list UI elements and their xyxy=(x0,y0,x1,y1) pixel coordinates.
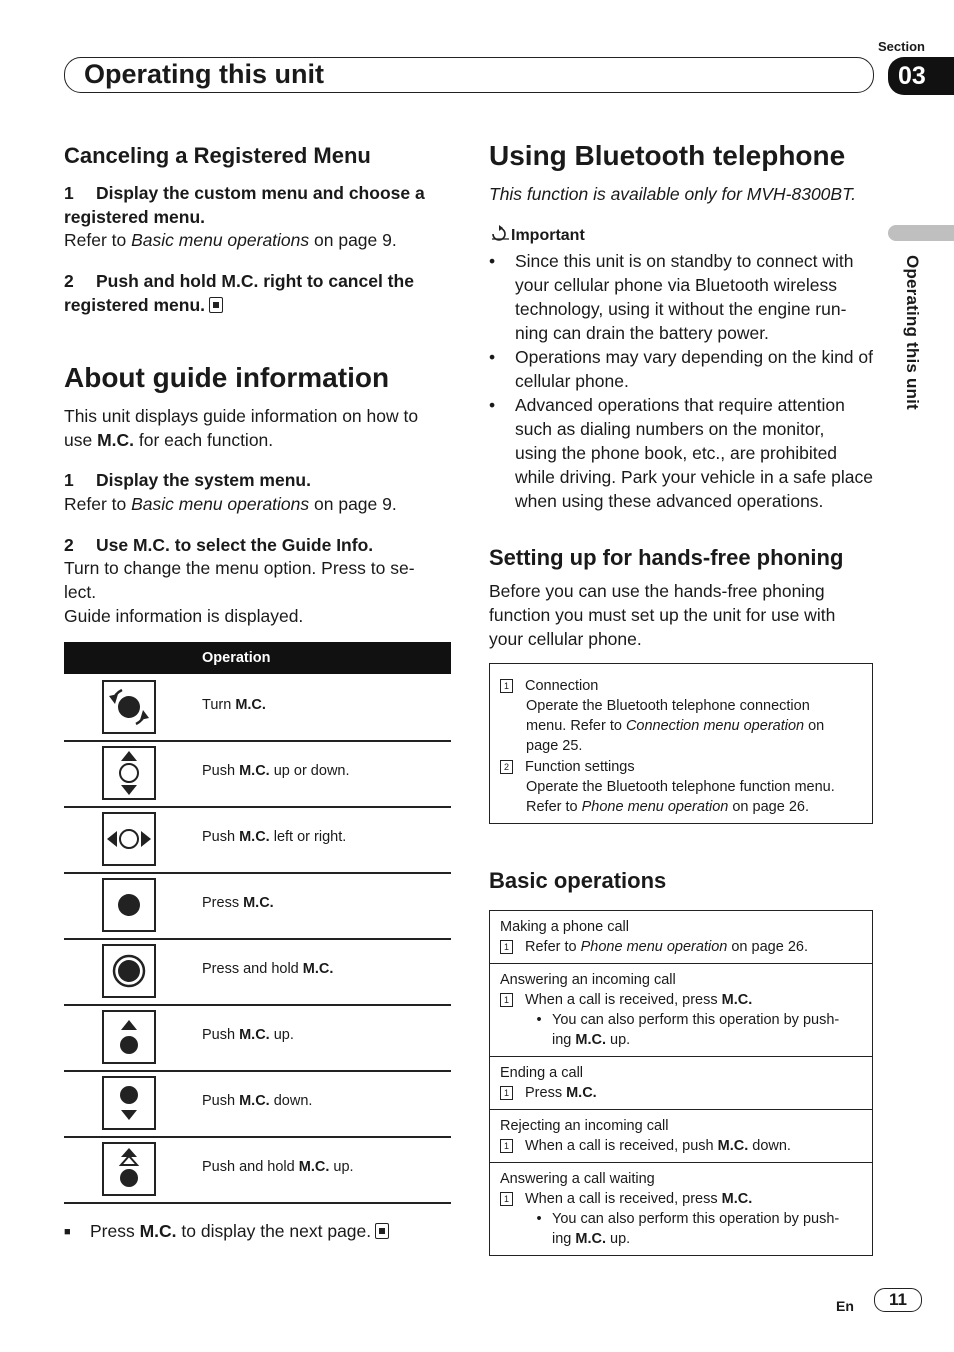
ref-link[interactable]: Connection menu operation xyxy=(625,718,805,734)
desc-text: menu. Refer to xyxy=(526,718,626,734)
setup-item-function-settings xyxy=(500,757,872,777)
important-list xyxy=(489,249,889,513)
op-post: left or right. xyxy=(269,829,347,845)
bullet: • xyxy=(536,1012,542,1028)
note-text: Press xyxy=(90,1221,140,1241)
op-pre: Push and hold xyxy=(202,1159,299,1175)
end-mark-icon xyxy=(375,1223,389,1239)
push-down-icon xyxy=(102,1076,156,1130)
cancel-step-1-ref xyxy=(64,228,397,252)
op-bold: M.C. xyxy=(302,961,334,977)
item-text: ning can drain the battery power. xyxy=(515,323,769,343)
guide-step-1 xyxy=(64,468,311,492)
guide-step-2 xyxy=(64,533,373,557)
handsfree-intro xyxy=(489,579,835,651)
item-title[interactable]: Connection xyxy=(525,678,599,694)
push-hold-up-icon xyxy=(102,1142,156,1196)
important-text: Important xyxy=(511,227,585,244)
bullet: • xyxy=(489,395,496,415)
table-row xyxy=(64,674,451,742)
ref-text: Refer to xyxy=(64,494,132,514)
op-post: up or down. xyxy=(269,763,350,779)
sub-text: ing xyxy=(552,1032,576,1048)
square-bullet: ■ xyxy=(64,1226,71,1238)
operation-text xyxy=(202,763,350,779)
table-row xyxy=(64,1070,451,1138)
item-number: 1 xyxy=(500,940,513,954)
intro-bold: M.C. xyxy=(97,430,135,450)
item-title[interactable]: Function settings xyxy=(525,759,635,775)
table-row xyxy=(64,872,451,940)
step-number: 1 xyxy=(64,183,74,203)
guide-step-2-desc xyxy=(64,556,415,628)
operation-text xyxy=(202,1027,294,1043)
op-bold: M.C. xyxy=(298,1159,330,1175)
op-pre: Push xyxy=(202,1027,240,1043)
handsfree-heading: Setting up for hands-free phoning xyxy=(489,545,844,570)
next-page-note xyxy=(64,1219,389,1244)
step-text: registered menu. xyxy=(64,207,206,227)
op-bold: M.C. xyxy=(239,1027,270,1043)
item-text: technology, using it without the engine run- xyxy=(515,299,847,319)
cancel-step-1 xyxy=(64,181,425,229)
item-number: 1 xyxy=(500,1139,513,1153)
step-text: When a call is received, press xyxy=(525,1191,722,1207)
op-title: Answering an incoming call xyxy=(500,972,676,988)
bullet: • xyxy=(536,1211,542,1227)
op-bold: M.C. xyxy=(239,829,270,845)
op-pre: Push xyxy=(202,1093,240,1109)
page-number: 11 xyxy=(874,1288,922,1312)
operation-text xyxy=(202,1093,312,1109)
step-text: down. xyxy=(748,1138,791,1154)
step-bold: M.C. xyxy=(717,1138,749,1154)
step-text: on page 26. xyxy=(727,939,808,955)
header-label: Operation xyxy=(202,650,271,666)
op-ending-call xyxy=(490,1057,872,1110)
op-sub-bullet xyxy=(500,1010,862,1050)
op-bold: M.C. xyxy=(235,697,266,713)
sub-text: You can also perform this operation by push- xyxy=(552,1012,840,1028)
op-pre: Turn xyxy=(202,697,236,713)
step-number: 1 xyxy=(64,470,74,490)
item-number: 2 xyxy=(500,760,513,774)
section-label: Section xyxy=(878,39,925,54)
item-text: Advanced operations that require attention xyxy=(515,395,845,415)
op-bold: M.C. xyxy=(239,763,270,779)
sub-text: up. xyxy=(606,1032,631,1048)
setup-item-desc xyxy=(500,777,872,817)
op-call-waiting xyxy=(490,1163,872,1255)
step-text: Display the custom menu and choose a xyxy=(96,183,425,203)
list-item xyxy=(489,393,889,513)
cancel-heading: Canceling a Registered Menu xyxy=(64,143,371,168)
op-bold: M.C. xyxy=(243,895,274,911)
op-step xyxy=(500,990,862,1010)
desc-text: Turn to change the menu option. Press to se- xyxy=(64,558,415,578)
press-icon xyxy=(102,878,156,932)
op-step xyxy=(500,1083,862,1103)
desc-text: page 25. xyxy=(526,738,583,754)
sub-text: ing xyxy=(552,1231,576,1247)
availability-note: This function is available only for MVH-8300BT. xyxy=(489,184,857,204)
desc-text: Guide information is displayed. xyxy=(64,606,304,626)
item-number: 1 xyxy=(500,993,513,1007)
step-text: Push and hold M.C. right to cancel the xyxy=(96,271,414,291)
step-number: 2 xyxy=(64,535,74,555)
intro-text: for each function. xyxy=(134,430,274,450)
op-answering-call xyxy=(490,964,872,1057)
operation-text xyxy=(202,1159,354,1175)
intro-text: This unit displays guide information on how to xyxy=(64,406,419,426)
table-row xyxy=(64,1004,451,1072)
op-sub-bullet xyxy=(500,1209,862,1249)
sub-bold: M.C. xyxy=(575,1032,606,1048)
desc-text: on page 26. xyxy=(728,799,809,815)
list-item xyxy=(489,249,889,345)
op-step xyxy=(500,1136,862,1156)
basic-operations-box xyxy=(489,910,873,1256)
operation-text xyxy=(202,895,274,911)
table-row xyxy=(64,1136,451,1204)
important-icon xyxy=(489,225,511,243)
ref-text: on page 9. xyxy=(309,230,397,250)
operation-text xyxy=(202,961,333,977)
desc-text: Operate the Bluetooth telephone connection xyxy=(526,698,810,714)
sub-bold: M.C. xyxy=(575,1231,606,1247)
step-bold: M.C. xyxy=(721,1191,753,1207)
operation-text xyxy=(202,697,266,713)
table-row xyxy=(64,740,451,808)
note-bold: M.C. xyxy=(139,1221,177,1241)
bluetooth-heading: Using Bluetooth telephone xyxy=(489,140,846,171)
item-text: while driving. Park your vehicle in a safe place xyxy=(515,467,873,487)
guide-step-1-ref xyxy=(64,492,397,516)
list-item xyxy=(489,345,889,393)
setup-box xyxy=(489,663,873,824)
item-number: 1 xyxy=(500,1192,513,1206)
guide-heading: About guide information xyxy=(64,362,390,393)
step-text: Press xyxy=(525,1085,567,1101)
step-text: registered menu. xyxy=(64,295,206,315)
desc-text: on xyxy=(804,718,825,734)
desc-text: lect. xyxy=(64,582,97,602)
op-pre: Push xyxy=(202,829,240,845)
op-title: Ending a call xyxy=(500,1065,584,1081)
ref-text: Refer to xyxy=(64,230,132,250)
ref-link[interactable]: Phone menu operation xyxy=(580,939,728,955)
op-post: up. xyxy=(329,1159,354,1175)
section-number: 03 xyxy=(888,57,954,95)
item-text: cellular phone. xyxy=(515,371,629,391)
left-right-icon xyxy=(102,812,156,866)
ref-link[interactable]: Basic menu operations xyxy=(131,230,310,250)
op-post: down. xyxy=(269,1093,313,1109)
bullet: • xyxy=(489,347,496,367)
op-post: up. xyxy=(269,1027,294,1043)
step-text: Refer to xyxy=(525,939,581,955)
item-number: 1 xyxy=(500,1086,513,1100)
ref-link[interactable]: Phone menu operation xyxy=(581,799,729,815)
sub-text: up. xyxy=(606,1231,631,1247)
op-pre: Press and hold xyxy=(202,961,303,977)
ref-text: on page 9. xyxy=(309,494,397,514)
important-label xyxy=(489,225,585,245)
side-label: Operating this unit xyxy=(903,255,922,410)
intro-text: function you must set up the unit for use with xyxy=(489,605,836,625)
note-text: to display the next page. xyxy=(176,1221,372,1241)
step-text: When a call is received, push xyxy=(525,1138,718,1154)
ref-link[interactable]: Basic menu operations xyxy=(131,494,310,514)
item-text: Operations may vary depending on the kind of xyxy=(515,347,873,367)
sub-text: You can also perform this operation by push- xyxy=(552,1211,840,1227)
op-pre: Press xyxy=(202,895,244,911)
intro-text: your cellular phone. xyxy=(489,629,642,649)
op-title: Answering a call waiting xyxy=(500,1171,655,1187)
up-down-icon xyxy=(102,746,156,800)
step-bold: M.C. xyxy=(721,992,753,1008)
step-text: Use M.C. to select the Guide Info. xyxy=(96,535,374,555)
press-hold-icon xyxy=(102,944,156,998)
push-up-icon xyxy=(102,1010,156,1064)
end-mark-icon xyxy=(209,297,223,313)
cancel-step-2 xyxy=(64,269,414,317)
table-row xyxy=(64,938,451,1006)
op-step xyxy=(500,937,862,957)
table-row xyxy=(64,806,451,874)
item-text: Since this unit is on standby to connect with xyxy=(515,251,854,271)
bullet: • xyxy=(489,251,496,271)
op-title: Rejecting an incoming call xyxy=(500,1118,669,1134)
intro-text: use xyxy=(64,430,98,450)
rotate-icon xyxy=(102,680,156,734)
item-text: when using these advanced operations. xyxy=(515,491,824,511)
item-text: such as dialing numbers on the monitor, xyxy=(515,419,825,439)
language-label: En xyxy=(836,1298,854,1314)
op-title: Making a phone call xyxy=(500,919,629,935)
step-bold: M.C. xyxy=(566,1085,597,1101)
item-text: your cellular phone via Bluetooth wireless xyxy=(515,275,837,295)
item-text: using the phone book, etc., are prohibited xyxy=(515,443,838,463)
op-making-call xyxy=(490,911,872,964)
guide-intro xyxy=(64,404,418,452)
setup-item-connection xyxy=(500,676,872,696)
setup-item-desc xyxy=(500,696,872,756)
operation-table-header xyxy=(64,642,451,674)
op-rejecting-call xyxy=(490,1110,872,1163)
step-number: 2 xyxy=(64,271,74,291)
step-text: When a call is received, press xyxy=(525,992,722,1008)
basic-operations-heading: Basic operations xyxy=(489,868,667,893)
op-bold: M.C. xyxy=(239,1093,270,1109)
op-pre: Push xyxy=(202,763,240,779)
page-title: Operating this unit xyxy=(84,59,324,89)
desc-text: Refer to xyxy=(526,799,582,815)
step-text: Display the system menu. xyxy=(96,470,311,490)
intro-text: Before you can use the hands-free phoning xyxy=(489,581,825,601)
desc-text: Operate the Bluetooth telephone function menu. xyxy=(526,779,835,795)
operation-text xyxy=(202,829,346,845)
item-number: 1 xyxy=(500,679,513,693)
side-tab xyxy=(888,225,954,241)
op-step xyxy=(500,1189,862,1209)
